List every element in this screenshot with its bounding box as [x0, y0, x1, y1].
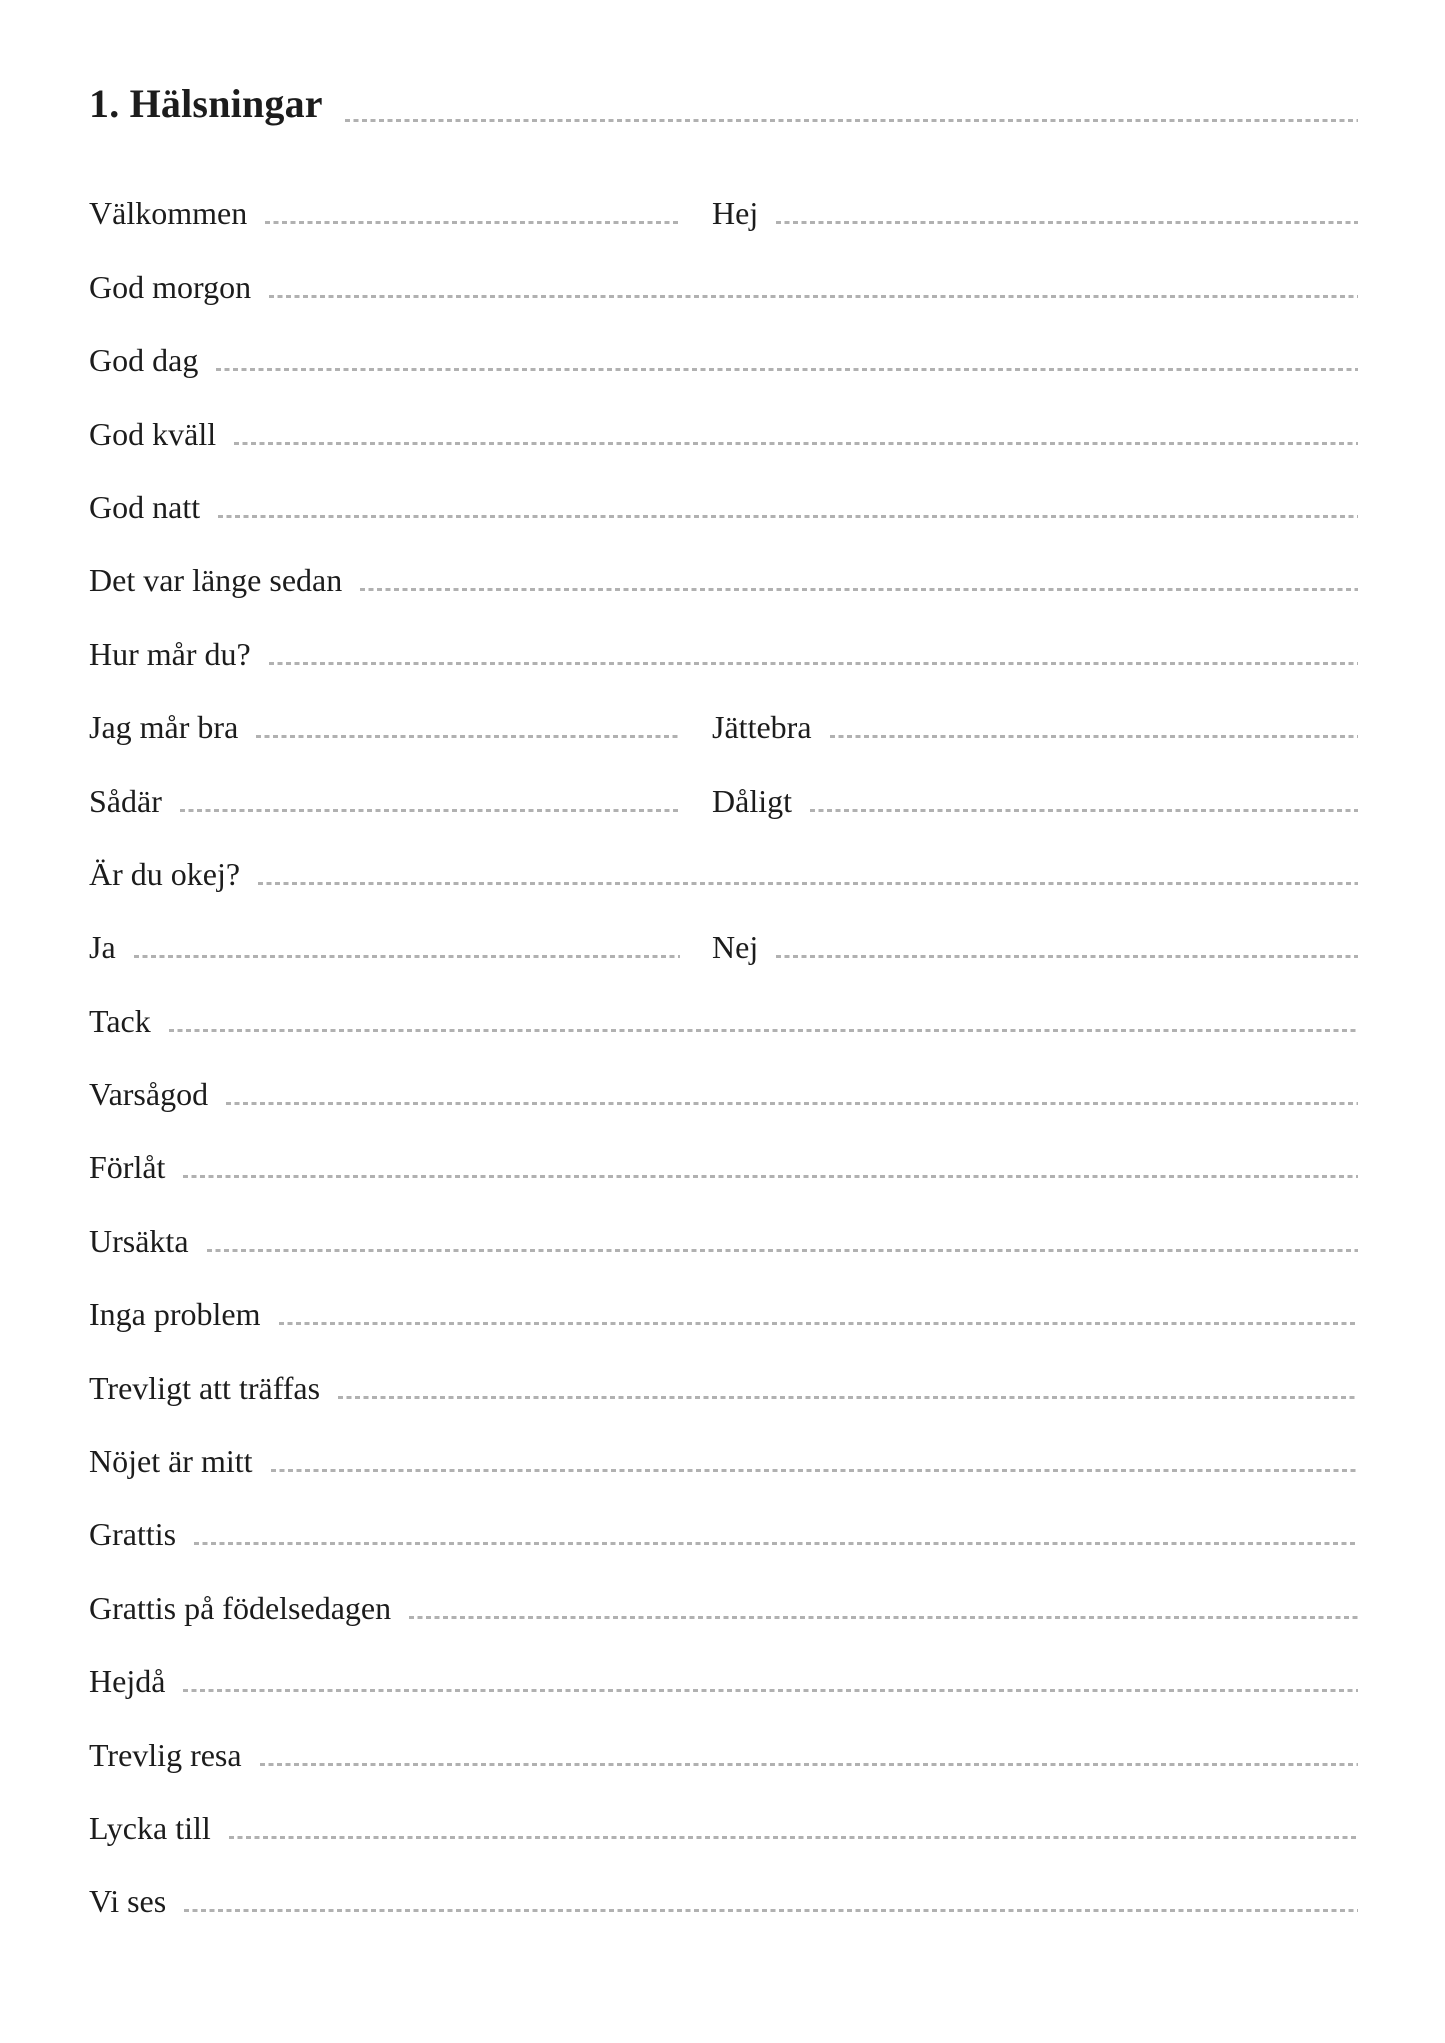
- vocab-cell: [89, 670, 680, 746]
- vocab-cell: [712, 156, 1358, 232]
- write-line: [360, 588, 1358, 591]
- vocab-cell: [89, 743, 680, 819]
- vocab-cell: [89, 1404, 1358, 1480]
- vocab-row: [89, 890, 1358, 966]
- vocab-cell: [89, 156, 680, 232]
- phrase-label: Ursäkta: [89, 1222, 189, 1259]
- vocab-row: [89, 450, 1358, 523]
- phrase-label: Hej: [712, 195, 759, 232]
- vocab-cell: [89, 1257, 1358, 1333]
- vocab-cell: [89, 1844, 1358, 1920]
- phrase-label: Ja: [89, 929, 116, 966]
- phrase-label: Dåligt: [712, 782, 792, 819]
- vocab-cell: [712, 890, 1358, 966]
- vocab-row: [89, 229, 1358, 305]
- vocab-cell: [89, 1624, 1358, 1700]
- vocab-cell: [89, 376, 1358, 452]
- write-line: [258, 882, 1358, 885]
- vocab-row: [89, 1477, 1358, 1553]
- phrase-label: Tack: [89, 1002, 151, 1039]
- phrase-label: Inga problem: [89, 1296, 261, 1333]
- vocab-cell: [712, 743, 1358, 819]
- vocab-row: [89, 303, 1358, 379]
- vocab-cell: [89, 1330, 1358, 1406]
- write-line: [269, 662, 1358, 665]
- write-line: [183, 1175, 1358, 1178]
- write-line: [260, 1763, 1358, 1766]
- vocab-row: [89, 1624, 1358, 1700]
- vocab-row: [89, 156, 1358, 232]
- vocab-cell: [89, 1110, 1358, 1186]
- vocab-cell: [89, 523, 1358, 599]
- phrase-list: [89, 156, 1358, 1920]
- write-line: [134, 955, 680, 958]
- vocab-row: [89, 1037, 1358, 1113]
- vocab-row: [89, 743, 1358, 819]
- write-line: [810, 809, 1358, 812]
- phrase-label: Hur mår du?: [89, 635, 251, 672]
- vocab-row: [89, 596, 1358, 672]
- vocab-cell: [89, 1477, 1358, 1553]
- vocab-cell: [89, 229, 1358, 305]
- phrase-label: Vi ses: [89, 1883, 167, 1920]
- vocab-row: [89, 963, 1358, 1039]
- write-line: [256, 735, 680, 738]
- vocab-row: [89, 1404, 1358, 1480]
- vocab-cell: [89, 1183, 1358, 1259]
- vocab-row: [89, 376, 1358, 452]
- phrase-label: Lycka till: [89, 1809, 211, 1846]
- phrase-label: Förlåt: [89, 1149, 166, 1186]
- phrase-label: Hejdå: [89, 1663, 166, 1700]
- vocab-cell: [712, 670, 1358, 746]
- phrase-label: Trevligt att träffas: [89, 1369, 321, 1406]
- write-line: [776, 221, 1358, 224]
- write-line: [229, 1836, 1358, 1839]
- write-line: [265, 221, 680, 224]
- vocab-cell: [89, 1550, 1358, 1626]
- vocab-cell: [89, 963, 1358, 1039]
- write-line: [338, 1396, 1358, 1399]
- vocab-row: [89, 1257, 1358, 1333]
- write-line: [776, 955, 1358, 958]
- write-line: [830, 735, 1358, 738]
- phrase-label: God kväll: [89, 415, 217, 452]
- phrase-label: Jag mår bra: [89, 709, 239, 746]
- header-dotted-line: [345, 119, 1358, 122]
- section-header: [89, 81, 1358, 126]
- phrase-label: Nöjet är mitt: [89, 1443, 253, 1480]
- write-line: [279, 1322, 1359, 1325]
- write-line: [409, 1616, 1358, 1619]
- phrase-label: God dag: [89, 342, 199, 379]
- vocab-cell: [89, 890, 680, 966]
- vocab-row: [89, 1697, 1358, 1773]
- vocab-row: [89, 670, 1358, 746]
- vocab-cell: [89, 596, 1358, 672]
- vocab-row: [89, 1183, 1358, 1259]
- phrase-label: Nej: [712, 929, 759, 966]
- vocab-row: [89, 1110, 1358, 1186]
- write-line: [216, 368, 1358, 371]
- phrase-label: God morgon: [89, 268, 252, 305]
- write-line: [183, 1689, 1358, 1692]
- phrase-label: Trevlig resa: [89, 1736, 242, 1773]
- vocab-row: [89, 1771, 1358, 1844]
- write-line: [271, 1469, 1358, 1472]
- vocab-cell: [89, 817, 1358, 890]
- phrase-label: Är du okej?: [89, 855, 241, 892]
- vocab-cell: [89, 303, 1358, 379]
- phrase-label: Välkommen: [89, 195, 248, 232]
- phrase-label: Det var länge sedan: [89, 562, 343, 599]
- vocab-cell: [89, 1697, 1358, 1773]
- phrase-label: Sådär: [89, 782, 162, 819]
- vocab-cell: [89, 1037, 1358, 1113]
- write-line: [184, 1909, 1358, 1912]
- vocab-cell: [89, 450, 1358, 523]
- write-line: [180, 809, 680, 812]
- vocab-row: [89, 1844, 1358, 1920]
- write-line: [218, 515, 1358, 518]
- write-line: [226, 1102, 1358, 1105]
- phrase-label: Varsågod: [89, 1076, 209, 1113]
- vocab-row: [89, 523, 1358, 599]
- write-line: [194, 1542, 1358, 1545]
- vocab-row: [89, 1330, 1358, 1406]
- vocab-row: [89, 817, 1358, 890]
- write-line: [207, 1249, 1358, 1252]
- section-title: 1. Hälsningar: [89, 81, 323, 126]
- phrase-label: Grattis: [89, 1516, 177, 1553]
- vocab-cell: [89, 1771, 1358, 1844]
- write-line: [269, 295, 1358, 298]
- write-line: [169, 1029, 1358, 1032]
- phrase-label: Grattis på födelsedagen: [89, 1589, 392, 1626]
- vocab-row: [89, 1550, 1358, 1626]
- phrase-label: God natt: [89, 488, 201, 525]
- write-line: [234, 442, 1358, 445]
- phrase-label: Jättebra: [712, 709, 812, 746]
